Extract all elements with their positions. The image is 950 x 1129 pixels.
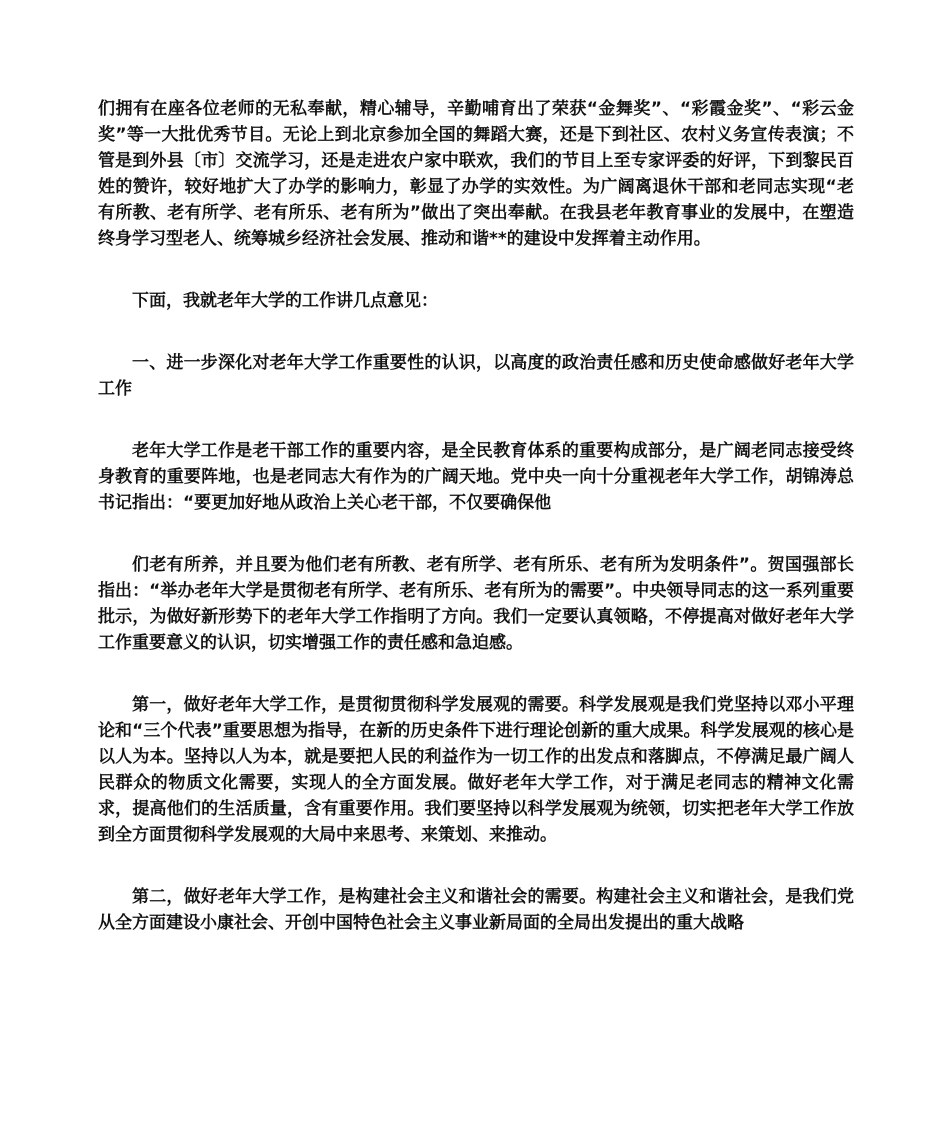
paragraph-point-first: 第一，做好老年大学工作，是贯彻贯彻科学发展观的需要。科学发展观是我们党坚持以邓小平理论和“三个代表”重要思想为指导，在新的历史条件下进行理论创新的重大成果。科学发展观的核心是以人为本。坚持以人为本，就是要把人民的利益作为一切工作的出发点和落脚点，不停满足最广阔人民群众的物质文化需要，实现人的全方面发展。做好老年大学工作，对于满足老同志的精神文化需求，提高他们的生活质量，含有重要作用。我们要坚持以科学发展观为统领，切实把老年大学工作放到全方面贯彻科学发展观的大局中来思考、来策划、来推动。 bbox=[98, 695, 854, 845]
paragraph-leadership-quotes: 们老有所养，并且要为他们老有所教、老有所学、老有所乐、老有所为发明条件”。贺国强部长指出：“举办老年大学是贯彻老有所学、老有所乐、老有所为的需要”。中央领导同志的这一系列重要批示，为做好新形势下的老年大学工作指明了方向。我们一定要认真领略，不停提高对做好老年大学工作重要意义的认识，切实增强工作的责任感和急迫感。 bbox=[98, 555, 854, 653]
paragraph-point-second: 第二，做好老年大学工作，是构建社会主义和谐社会的需要。构建社会主义和谐社会，是我们党从全方面建设小康社会、开创中国特色社会主义事业新局面的全局出发提出的重大战略 bbox=[98, 887, 854, 933]
paragraph-opinions-intro: 下面，我就老年大学的工作讲几点意见： bbox=[132, 291, 438, 311]
paragraph-continued-intro: 们拥有在座各位老师的无私奉献，精心辅导，辛勤哺育出了荣获“金舞奖”、“彩霞金奖”、“彩云金奖”等一大批优秀节目。无论上到北京参加全国的舞蹈大赛，还是下到社区、农村义务宣传表演；不管是到外县〔市〕交流学习，还是走进农户家中联欢，我们的节目上至专家评委的好评，下到黎民百姓的赞许，较好地扩大了办学的影响力，彰显了办学的实效性。为广阔离退休干部和老同志实现“老有所教、老有所学、老有所乐、老有所为”做出了突出奉献。在我县老年教育事业的发展中，在塑造终身学习型老人、统筹城乡经济社会发展、推动和谐**的建设中发挥着主动作用。 bbox=[98, 99, 854, 249]
paragraph-importance: 老年大学工作是老干部工作的重要内容，是全民教育体系的重要构成部分，是广阔老同志接受终身教育的重要阵地，也是老同志大有作为的广阔天地。党中央一向十分重视老年大学工作，胡锦涛总书记指出：“要更加好地从政治上关心老干部，不仅要确保他 bbox=[98, 441, 854, 513]
document-body bbox=[98, 96, 854, 936]
section-heading-one: 一、进一步深化对老年大学工作重要性的认识，以高度的政治责任感和历史使命感做好老年大学工作 bbox=[98, 353, 854, 399]
